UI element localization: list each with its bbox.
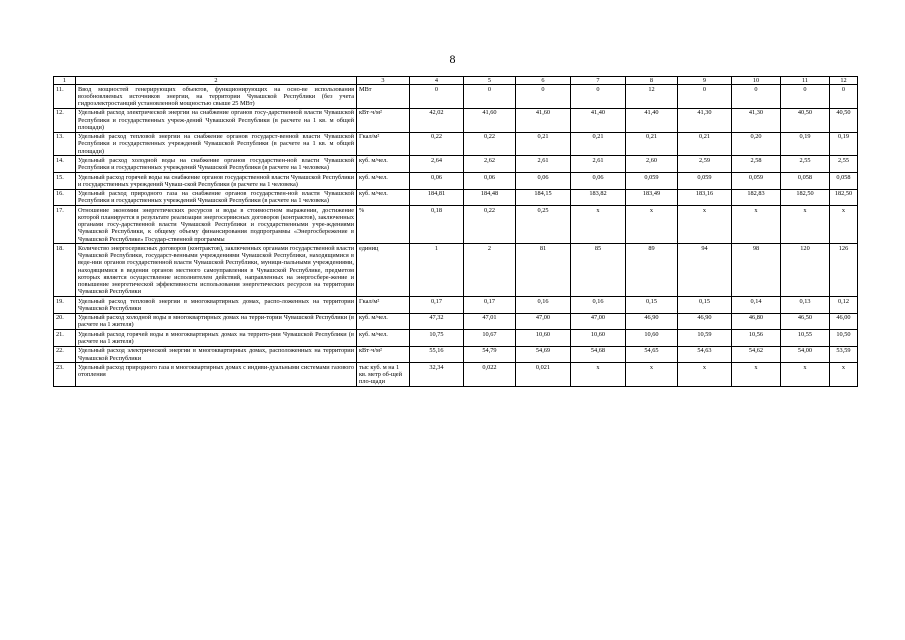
indicator-value: 184,48 xyxy=(464,189,516,206)
indicator-value: 55,16 xyxy=(410,346,464,363)
indicator-value: 2,55 xyxy=(781,156,830,173)
indicator-value: 10,50 xyxy=(830,330,858,347)
indicator-value: x xyxy=(571,363,626,387)
indicator-value: 2,59 xyxy=(678,156,732,173)
column-header: 3 xyxy=(357,77,410,85)
row-number: 20. xyxy=(54,313,76,330)
indicator-value: 2,64 xyxy=(410,156,464,173)
indicator-value: 0 xyxy=(830,85,858,109)
indicator-value: 47,32 xyxy=(410,313,464,330)
unit-of-measure: куб. м/чел. xyxy=(357,330,410,347)
indicator-value: 54,63 xyxy=(678,346,732,363)
indicator-value: 12 xyxy=(626,85,678,109)
indicator-value: x xyxy=(830,206,858,244)
row-number: 21. xyxy=(54,330,76,347)
table-row xyxy=(54,313,858,330)
indicator-value: x xyxy=(571,206,626,244)
indicator-value: 10,60 xyxy=(516,330,571,347)
indicator-description: Удельный расход горячей воды в многоквартирных домах на террито-рии Чувашской Республики (в расчете на 1 жителя) xyxy=(76,330,357,347)
indicator-value: 46,80 xyxy=(732,313,781,330)
indicator-value: 0,15 xyxy=(678,296,732,313)
table-row xyxy=(54,363,858,387)
unit-of-measure: кВт·ч/м² xyxy=(357,108,410,132)
indicator-description: Удельный расход тепловой энергии на снабжение органов государст-венной власти Чувашской Республики и государственных учреждений Чувашской Республики (в расчете на 1 кв. м общей площади) xyxy=(76,132,357,156)
indicator-value: 184,81 xyxy=(410,189,464,206)
column-header: 6 xyxy=(516,77,571,85)
row-number: 23. xyxy=(54,363,76,387)
unit-of-measure: Гкал/м² xyxy=(357,132,410,156)
indicator-value: 54,68 xyxy=(571,346,626,363)
indicator-value: 54,00 xyxy=(781,346,830,363)
indicator-value: 46,00 xyxy=(830,313,858,330)
indicator-description: Удельный расход горячей воды на снабжение органов государственной власти Чувашской Республики и государственных учреждений Чуваш-ской Республики (в расчете на 1 человека) xyxy=(76,172,357,189)
indicator-description: Удельный расход электрической энергии на снабжение органов госу-дарственной власти Чувашской Республики и государственных учреж-дений Чувашской Республики (в расчете на 1 кв. м общей площади) xyxy=(76,108,357,132)
indicator-value: 0,06 xyxy=(516,172,571,189)
indicator-description: Количество энергосервисных договоров (контрактов), заключенных органами государственной власти Чувашской Республики, государст-венными учреждениями Чувашской Республики, находящимися в веде-нии органов государственной власти Чувашской Республики, муници-пальными учреждениями, находящимися в ведении органов местного самоуправления в Чувашской Республике, предметом которых является осуществление исполнителем действий, направленных на энергосбере-жение и повышение энергетической эффективности использования энергетических ресурсов на территории Чувашской Республики xyxy=(76,244,357,297)
indicator-value: 0,06 xyxy=(571,172,626,189)
unit-of-measure: тыс куб. м на 1 кв. метр об-щей пло-щади xyxy=(357,363,410,387)
column-header: 10 xyxy=(732,77,781,85)
indicator-value: 0,022 xyxy=(464,363,516,387)
indicator-value: 10,75 xyxy=(410,330,464,347)
indicator-value: 0,22 xyxy=(464,206,516,244)
row-number: 16. xyxy=(54,189,76,206)
indicator-value: 183,82 xyxy=(571,189,626,206)
indicator-value: 41,30 xyxy=(678,108,732,132)
indicator-value: x xyxy=(626,206,678,244)
indicator-value: 41,60 xyxy=(516,108,571,132)
column-header: 2 xyxy=(76,77,357,85)
column-header: 4 xyxy=(410,77,464,85)
indicator-value: 0,059 xyxy=(626,172,678,189)
indicator-value: 2,61 xyxy=(516,156,571,173)
indicator-description: Удельный расход холодной воды на снабжение органов государствен-ной власти Чувашской Республики и государственных учреждений Чувашской Республики (в расчете на 1 человека) xyxy=(76,156,357,173)
indicator-value: 2,61 xyxy=(571,156,626,173)
indicator-value: 0 xyxy=(732,85,781,109)
indicator-value: 184,15 xyxy=(516,189,571,206)
indicator-description: Удельный расход природного газа в многоквартирных домах с индиви-дуальными системами газового отопления xyxy=(76,363,357,387)
unit-of-measure: куб. м/чел. xyxy=(357,172,410,189)
table-row xyxy=(54,346,858,363)
row-number: 19. xyxy=(54,296,76,313)
indicator-value: 0,19 xyxy=(830,132,858,156)
indicator-value: x xyxy=(830,363,858,387)
column-header: 5 xyxy=(464,77,516,85)
row-number: 22. xyxy=(54,346,76,363)
indicator-value: x xyxy=(678,363,732,387)
indicator-description: Удельный расход электрической энергии в многоквартирных домах, расположенных на территории Чувашской Республики xyxy=(76,346,357,363)
table-row xyxy=(54,172,858,189)
indicator-value: 54,62 xyxy=(732,346,781,363)
indicator-value: 0 xyxy=(410,85,464,109)
unit-of-measure: Гкал/м² xyxy=(357,296,410,313)
row-number: 12. xyxy=(54,108,76,132)
indicator-value: 182,83 xyxy=(732,189,781,206)
table-row xyxy=(54,132,858,156)
indicator-description: Удельный расход природного газа на снабжение органов государствен-ной власти Чувашской Республики и государственных учреждений Чувашской Республики (в расчете на 1 человека) xyxy=(76,189,357,206)
table-row xyxy=(54,156,858,173)
indicator-value: 2,58 xyxy=(732,156,781,173)
indicator-value: 0,058 xyxy=(830,172,858,189)
indicators-table xyxy=(53,76,858,387)
indicator-value: 0,17 xyxy=(410,296,464,313)
indicator-value: 0,021 xyxy=(516,363,571,387)
indicator-value: 182,50 xyxy=(830,189,858,206)
indicator-value: 40,50 xyxy=(781,108,830,132)
indicator-value: 0,12 xyxy=(830,296,858,313)
column-header: 1 xyxy=(54,77,76,85)
column-header: 7 xyxy=(571,77,626,85)
row-number: 15. xyxy=(54,172,76,189)
indicator-value: 0,21 xyxy=(626,132,678,156)
indicator-value: x xyxy=(732,206,781,244)
indicator-value: 41,40 xyxy=(571,108,626,132)
table-row xyxy=(54,85,858,109)
table-row xyxy=(54,206,858,244)
indicator-value: 10,60 xyxy=(571,330,626,347)
indicator-value: 0,06 xyxy=(410,172,464,189)
column-header: 11 xyxy=(781,77,830,85)
indicator-value: 182,50 xyxy=(781,189,830,206)
indicator-value: 0,22 xyxy=(464,132,516,156)
table-row xyxy=(54,296,858,313)
row-number: 14. xyxy=(54,156,76,173)
unit-of-measure: % xyxy=(357,206,410,244)
table-body xyxy=(54,85,858,387)
indicator-value: 126 xyxy=(830,244,858,297)
indicator-value: 0,18 xyxy=(410,206,464,244)
indicator-value: 46,50 xyxy=(781,313,830,330)
indicator-value: x xyxy=(732,363,781,387)
indicator-value: 89 xyxy=(626,244,678,297)
indicator-value: 0,15 xyxy=(626,296,678,313)
unit-of-measure: единиц xyxy=(357,244,410,297)
indicator-value: 53,59 xyxy=(830,346,858,363)
indicator-description: Ввод мощностей генерирующих объектов, функционирующих на осно-ве использования возобновляемых источников энергии, на территории Чувашской Республики (без учета гидроэлектростанций установленной мощностью свыше 25 МВт) xyxy=(76,85,357,109)
indicator-value: 10,67 xyxy=(464,330,516,347)
indicator-value: 2,55 xyxy=(830,156,858,173)
indicator-value: 81 xyxy=(516,244,571,297)
unit-of-measure: кВт·ч/м² xyxy=(357,346,410,363)
indicator-value: 0,20 xyxy=(732,132,781,156)
indicator-value: 46,90 xyxy=(678,313,732,330)
indicator-value: x xyxy=(781,363,830,387)
column-header: 8 xyxy=(626,77,678,85)
indicator-value: 47,01 xyxy=(464,313,516,330)
indicator-value: 85 xyxy=(571,244,626,297)
indicator-value: 0,059 xyxy=(732,172,781,189)
indicator-value: 47,00 xyxy=(571,313,626,330)
indicator-value: 10,59 xyxy=(678,330,732,347)
indicator-value: x xyxy=(781,206,830,244)
indicator-value: 0,16 xyxy=(516,296,571,313)
column-header: 12 xyxy=(830,77,858,85)
page-number: 8 xyxy=(449,52,456,66)
indicator-value: 0 xyxy=(678,85,732,109)
indicator-value: 54,65 xyxy=(626,346,678,363)
indicator-value: 47,00 xyxy=(516,313,571,330)
indicator-value: 0,06 xyxy=(464,172,516,189)
indicator-value: 54,79 xyxy=(464,346,516,363)
indicator-value: 10,56 xyxy=(732,330,781,347)
indicator-value: 54,69 xyxy=(516,346,571,363)
indicator-value: 0,17 xyxy=(464,296,516,313)
row-number: 11. xyxy=(54,85,76,109)
table-row xyxy=(54,330,858,347)
unit-of-measure: МВт xyxy=(357,85,410,109)
indicator-value: x xyxy=(678,206,732,244)
indicator-value: 46,90 xyxy=(626,313,678,330)
indicator-value: 32,34 xyxy=(410,363,464,387)
indicator-value: 42,02 xyxy=(410,108,464,132)
indicator-value: 183,16 xyxy=(678,189,732,206)
indicator-value: 0,059 xyxy=(678,172,732,189)
indicator-value: 0 xyxy=(571,85,626,109)
table-row xyxy=(54,108,858,132)
indicator-value: 0,21 xyxy=(571,132,626,156)
indicator-value: 41,40 xyxy=(626,108,678,132)
indicator-value: 10,55 xyxy=(781,330,830,347)
indicator-value: 2 xyxy=(464,244,516,297)
indicator-value: 0,19 xyxy=(781,132,830,156)
unit-of-measure: куб. м/чел. xyxy=(357,189,410,206)
row-number: 17. xyxy=(54,206,76,244)
indicator-value: 2,60 xyxy=(626,156,678,173)
indicator-value: 183,49 xyxy=(626,189,678,206)
table-row xyxy=(54,189,858,206)
indicator-description: Удельный расход холодной воды в многоквартирных домах на терри-тории Чувашской Республики (в расчете на 1 жителя) xyxy=(76,313,357,330)
indicator-value: 0,13 xyxy=(781,296,830,313)
indicator-value: 2,62 xyxy=(464,156,516,173)
indicator-value: 0,21 xyxy=(678,132,732,156)
indicator-value: 0,058 xyxy=(781,172,830,189)
indicator-value: 98 xyxy=(732,244,781,297)
indicator-value: 0,14 xyxy=(732,296,781,313)
indicator-value: 40,50 xyxy=(830,108,858,132)
indicator-description: Удельный расход тепловой энергии в многоквартирных домах, распо-ложенных на территории Чувашской Республики xyxy=(76,296,357,313)
indicator-value: 41,30 xyxy=(732,108,781,132)
indicator-value: 0 xyxy=(516,85,571,109)
indicator-value: 1 xyxy=(410,244,464,297)
unit-of-measure: куб. м/чел. xyxy=(357,156,410,173)
row-number: 18. xyxy=(54,244,76,297)
column-header: 9 xyxy=(678,77,732,85)
indicator-value: 41,60 xyxy=(464,108,516,132)
indicator-value: 0,16 xyxy=(571,296,626,313)
indicator-value: 120 xyxy=(781,244,830,297)
row-number: 13. xyxy=(54,132,76,156)
indicator-value: 10,60 xyxy=(626,330,678,347)
table-row xyxy=(54,244,858,297)
indicator-value: 0,25 xyxy=(516,206,571,244)
indicator-value: 0 xyxy=(464,85,516,109)
indicator-value: 94 xyxy=(678,244,732,297)
indicator-value: 0,21 xyxy=(516,132,571,156)
indicator-value: x xyxy=(626,363,678,387)
unit-of-measure: куб. м/чел. xyxy=(357,313,410,330)
indicator-description: Отношение экономии энергетических ресурсов и воды в стоимостном выражении, достижение которой планируется в результате реализации энергосервисных договоров (контрактов), заключенных органами госу-дарственной власти Чувашской Республики и государственными учре-ждениями Чувашской Республики, к общему объему финансирования подпрограммы «Энергосбережение в Чувашской Республике» Государ-ственной программы xyxy=(76,206,357,244)
indicator-value: 0,22 xyxy=(410,132,464,156)
indicator-value: 0 xyxy=(781,85,830,109)
header-row xyxy=(54,77,858,85)
